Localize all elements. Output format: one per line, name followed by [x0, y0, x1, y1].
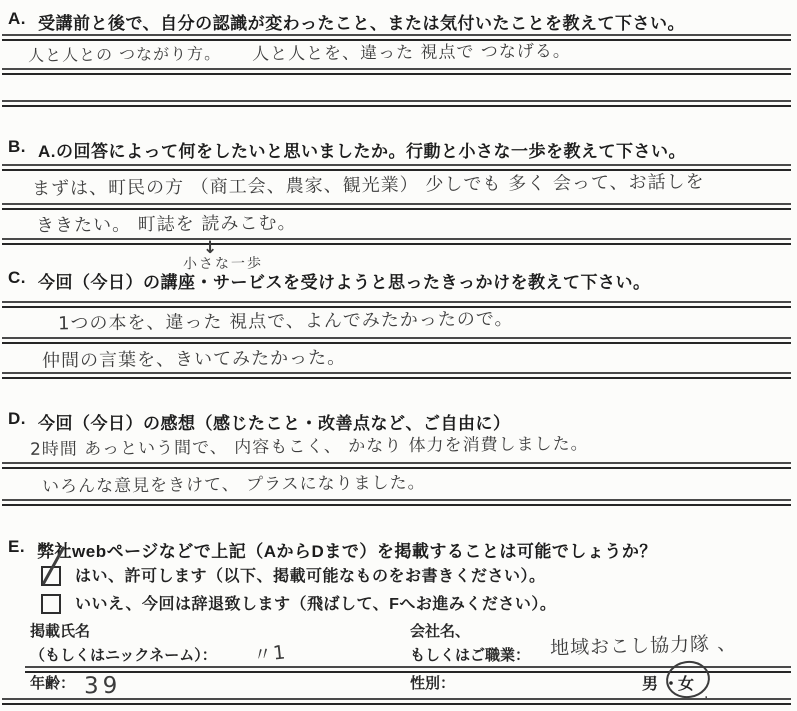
gender-separator: ・	[663, 676, 680, 693]
answer-line	[2, 238, 791, 245]
gender-option-male: 男	[642, 676, 659, 693]
section-b-answer-1: まずは、町民の方 （商工会、農家、観光業） 少しでも 多く 会って、お話しを	[31, 171, 705, 200]
occupation-label: もしくはご職業：	[410, 647, 531, 664]
section-c-header	[8, 268, 651, 293]
answer-line	[2, 68, 791, 75]
answer-line	[2, 372, 791, 379]
section-a-letter: A.	[8, 9, 26, 28]
section-b-header	[8, 137, 686, 162]
no-checkbox[interactable]	[41, 594, 61, 614]
section-e-header	[8, 537, 657, 562]
age-label: 年齢：	[30, 675, 76, 692]
gender-label: 性別：	[410, 675, 456, 692]
no-option-label: いいえ、今回は辞退致します（飛ばして、Fへお進みください）。	[75, 596, 557, 613]
company-value: 地域おこし協力隊 、	[549, 632, 738, 660]
age-value: 39	[83, 672, 122, 700]
answer-line	[2, 337, 791, 344]
section-e-title: 弊社webページなどで上記（AからDまで）を掲載することは可能でしょうか？	[37, 542, 657, 561]
section-b-answer-2: ききたい。 町誌を 読みこむ。	[35, 212, 297, 237]
section-a-title: 受講前と後で、自分の認識が変わったこと、または気付いたことを教えて下さい。	[38, 14, 685, 33]
down-arrow-icon: ↓	[202, 237, 219, 259]
section-b-title: A.の回答によって何をしたいと思いましたか。行動と小さな一歩を教えて下さい。	[38, 142, 686, 161]
section-d-letter: D.	[8, 409, 26, 428]
company-label: 会社名、	[410, 623, 471, 640]
section-c-letter: C.	[8, 268, 26, 287]
section-c-answer-1: 1つの本を、違った 視点で、よんでみたかったので。	[57, 308, 514, 335]
section-b-letter: B.	[8, 137, 26, 156]
section-d-answer-1: 2時間 あっという間で、 内容もこく、 かなり 体力を消費しました。	[29, 434, 589, 460]
answer-line	[2, 100, 791, 107]
section-a-answer-2: 人と人とを、違った 視点で つなげる。	[251, 41, 571, 65]
answer-line	[2, 203, 791, 210]
publish-name-label: 掲載氏名	[30, 623, 91, 640]
section-a-answer-1: 人と人との つながり方。	[27, 43, 222, 66]
section-c-note: 小さな一歩	[182, 255, 264, 273]
section-d-title: 今回（今日）の感想（感じたこと・改善点など、ご自由に）	[38, 414, 511, 433]
answer-line	[2, 698, 791, 705]
section-c-title: 今回（今日）の講座・サービスを受けようと思ったきっかけを教えて下さい。	[38, 273, 651, 292]
section-c-answer-2: 仲間の言葉を、きいてみたかった。	[41, 347, 347, 372]
section-e-letter: E.	[8, 537, 26, 556]
section-d-answer-2: いろんな意見をきけて、 プラスになりました。	[41, 472, 426, 498]
gender-option-female: 女	[678, 676, 695, 693]
nickname-label: （もしくはニックネーム）：	[30, 647, 217, 664]
section-a-header	[8, 9, 685, 34]
answer-line	[2, 499, 791, 506]
gender-trailing-mark: .	[703, 685, 710, 703]
yes-option-label: はい、許可します（以下、掲載可能なものをお書きください）。	[75, 568, 546, 585]
name-value: 〃1	[252, 641, 288, 667]
